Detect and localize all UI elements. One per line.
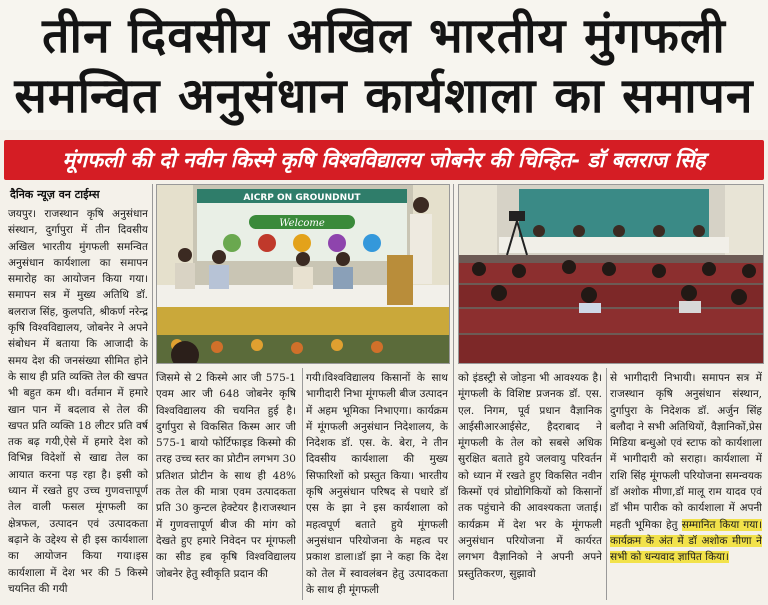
audience-photo: [458, 184, 764, 364]
article-column-3: गयी।विश्वविद्यालय किसानों के साथ भागीदारी निभा मूंगफली बीज उत्पादन में अहम भूमिका निभाएगा। कार्यक्रम में मूंगफली अनुसंधान निदेशालय, के निदेशक डॉ. एस. के. बेरा, ने तीन दिवसीय कार्यशाला की मुख्य सिफारिशों को प्रस्तुत किया। भारतीय कृषि अनुसंधान परिषद से पधारे डॉ एस के झा ने इस कार्यशाला को महत्वपूर्ण बताते हुये मूंगफली अनुसंधान परियोजना के महत्व पर प्रकाश डाला।डॉ झा ने कहा कि देश को तेल में स्वावलंबन हेतु उत्पादकता के साथ ही मूंगफली: [306, 372, 448, 596]
article-column-5: [610, 370, 762, 598]
column-divider: [302, 368, 303, 600]
column-divider: [152, 184, 153, 600]
subheadline: मूंगफली की दो नवीन किस्मे कृषि विश्वविद्यालय जोबनेर की चिन्हित- डॉ बलराज सिंह: [62, 148, 706, 172]
highlighted-text: सम्मानित किया गया।कार्यक्रम के अंत में डॉ अशोक मीणा ने सभी को धन्यवाद ज्ञापित किया।: [610, 518, 762, 564]
article-column-4: को इंडस्ट्री से जोड़ना भी आवश्यक है।मूंगफली के विशिष्ट प्रजनक डॉ. एस. एल. निगम, पूर्व प्रधान वैज्ञानिक आईसीआरआईसेट, हैदराबाद ने मूंगफली के तेल को सबसे अधिक सुरक्षित बताते हुये जलवायु परिवर्तन को ध्यान में रखते हुए विकसित नवीन किस्मों एवं प्रोद्योगिकियों को किसानों तक पहुंचाने की आवश्यकता जताई। कार्यक्रम में देश भर के मूंगफली अनुसंधान परियोजना में कार्यरत लगभग वैज्ञानिको ने अपनी अपने प्रस्तुतिकरण, सुझावो: [458, 372, 602, 580]
subheadline-band: [4, 140, 764, 180]
article-column-1: जयपुर। राजस्थान कृषि अनुसंधान संस्थान, दुर्गापुरा में तीन दिवसीय अखिल भारतीय मुंगफली समन्वित अनुसंधान कार्यशाला का समापन समारोह का आयोजन किया गया।समापन सत्र में मुख्य अतिथि डॉ. बलराज सिंह, कुलपति, श्रीकर्ण नरेन्द्र कृषि विश्वविद्यालय, जोबनेर ने अपने संबोधन में बताया कि आजादी के समय देश की जनसंख्या सीमित होने के साथ ही प्रति व्यक्ति तेल की खपत भी बहुत कम थी। वर्तमान में हमारे खान पान में बदलाव से तेल की खपत प्रति व्यक्ति 18 लीटर प्रति वर्ष तक बढ़ गयी,ऐसे में हमारे देश को विभिन्न विदेशों से खाद्य तेल का आयात करना पड़ रहा है। इसी को ध्यान में रखते हुए उच्च गुणवत्तापूर्ण तेल वाली फसल मूंगफली का क्षेत्रफल, उत्पादन एवं उत्पादकता बढ़ाने के उद्देश्य से ही इस कार्यशाला का आयोजन किया गया।इस कार्यशाला में देश भर की 5 किस्मे चयनित की गयी: [8, 208, 148, 595]
column-divider: [606, 368, 607, 600]
headline: [0, 0, 768, 130]
stage-photo-image: [157, 185, 449, 363]
column-divider: [453, 184, 454, 600]
byline: दैनिक न्यूज़ वन टाईम्स: [10, 188, 100, 201]
article-column-5-text: से भागीदारी निभायी। समापन सत्र में राजस्थान कृषि अनुसंधान संस्थान, दुर्गापुरा के निदेशक डॉ. अर्जुन सिंह बलौदा ने सभी अतिथियों, वैज्ञानिकों,प्रेस मिडिया बन्धुओ एवं स्टाफ को कार्यशाला में भागीदारी को सराहा। कार्यशाला में राशि सिंह मूंगफली परियोजना समन्वयक डॉ अशोक मीणा,डॉ मालू राम यादव एवं डॉ भीम पारीक को कार्यशाला में अपनी महती भूमिका हेतु: [610, 372, 762, 531]
audience-photo-image: [459, 185, 763, 363]
headline-line-2: समन्वित अनुसंधान कार्यशाला का समापन: [14, 68, 754, 124]
stage-photo: [156, 184, 450, 364]
headline-line-1: तीन दिवसीय अखिल भारतीय मुंगफली: [42, 8, 726, 64]
article-column-2: जिसमे से 2 किस्मे आर जी 575-1 एवम आर जी 648 जोबनेर कृषि विश्वविद्यालय की चयनित हुई है। दुर्गापुरा से विकसित किस्म आर जी 575-1 बायो फोर्टिफाइड किस्मो की तरह उच्च स्तर का प्रोटीन लगभग 30 प्रतिशत प्रोटीन के साथ ही 48% तक तेल की मात्रा एवम उत्पादकता प्रति 30 कुन्टल हेक्टेयर है।राजस्थान में गुणवत्तापूर्ण बीज की मांग को देखते हुए हमारे निवेदन पर मूंगफली का सीड हब कृषि विश्वविद्यालय जोबनेर हेतु स्वीकृति प्रदान की: [156, 372, 296, 580]
welcome-text: Welcome: [279, 218, 325, 229]
banner-text: AICRP ON GROUNDNUT: [243, 193, 361, 203]
